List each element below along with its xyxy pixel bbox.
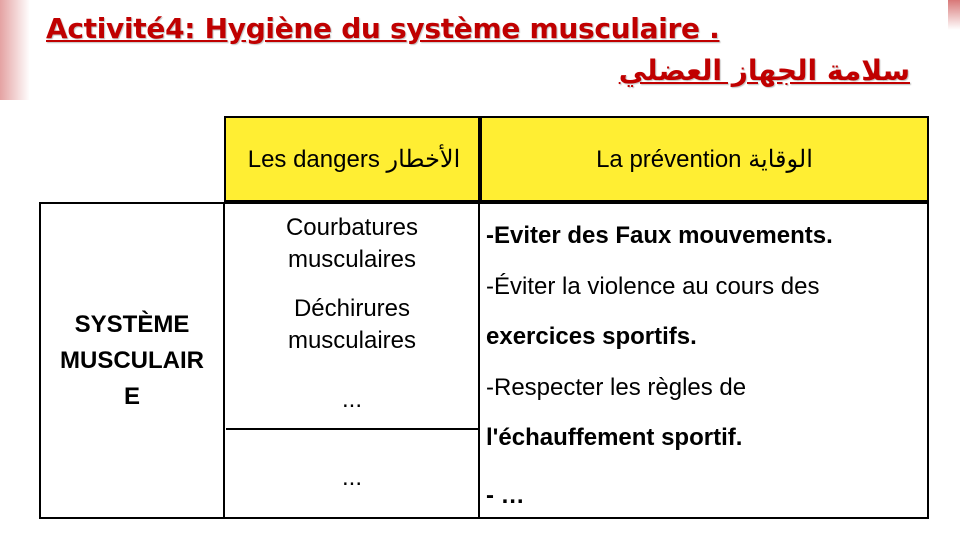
- row-label-muscular-system: [39, 202, 225, 519]
- page-title-french: Activité4: Hygiène du système musculaire .: [46, 12, 720, 45]
- danger-2-line-1: Déchirures: [293, 295, 411, 322]
- decorative-corner-right: [948, 0, 960, 30]
- danger-1-line-1: Courbatures: [285, 214, 419, 241]
- danger-2-line-2: musculaires: [287, 327, 417, 354]
- dangers-divider: [226, 428, 478, 430]
- danger-item-2: [226, 287, 478, 363]
- column-separator: [478, 116, 480, 519]
- danger-item-4: ...: [341, 464, 362, 491]
- prevention-line-5: l'échauffement sportif.: [486, 424, 743, 451]
- prevention-line-6: - …: [486, 482, 525, 509]
- header-prevention: La prévention الوقاية: [480, 116, 929, 202]
- prevention-line-2: -Éviter la violence au cours des: [486, 273, 820, 300]
- page-title-arabic: سلامة الجهاز العضلي: [618, 54, 910, 87]
- prevention-line-1: -Eviter des Faux mouvements.: [486, 222, 833, 249]
- prevention-line-4: -Respecter les règles de: [486, 374, 747, 401]
- header-dangers: Les dangers الأخطار: [224, 116, 482, 202]
- danger-item-3: ...: [341, 386, 362, 413]
- danger-1-line-2: musculaires: [287, 246, 417, 273]
- row-label-line-3: E: [123, 382, 140, 410]
- row-label-line-2: MUSCULAIR: [60, 346, 204, 374]
- prevention-line-3: exercices sportifs.: [486, 323, 697, 350]
- decorative-corner-left: [0, 0, 30, 100]
- danger-item-1: [226, 206, 478, 282]
- row-label-line-1: SYSTÈME: [74, 310, 190, 338]
